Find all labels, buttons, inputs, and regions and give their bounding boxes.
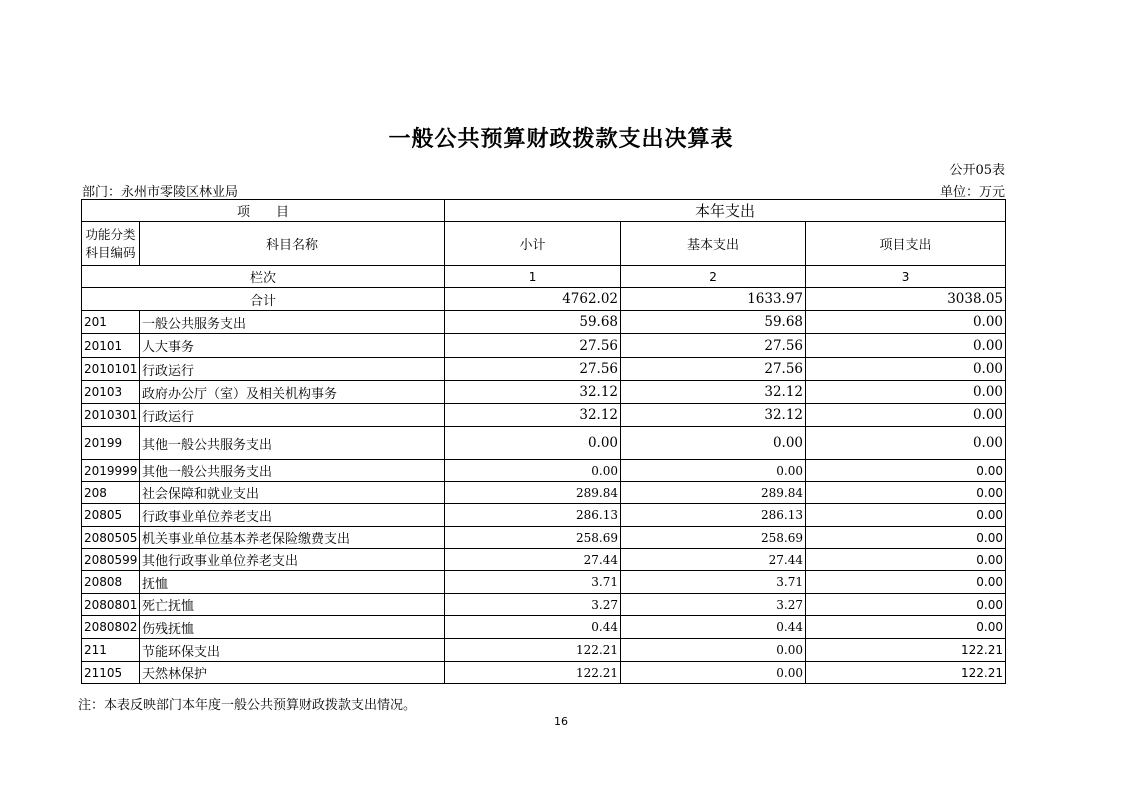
department-label: 部门：永州市零陵区林业局 <box>82 185 239 200</box>
row-basic: 289.84 <box>621 482 806 504</box>
col-1: 1 <box>445 266 621 288</box>
row-basic: 0.00 <box>621 460 806 482</box>
row-basic: 3.27 <box>621 594 806 616</box>
table-row <box>82 358 1006 381</box>
header-current-year: 本年支出 <box>445 200 1006 222</box>
row-project: 0.00 <box>806 482 1006 504</box>
row-basic: 27.56 <box>621 358 806 381</box>
row-code: 20103 <box>82 381 140 404</box>
row-subtotal: 27.44 <box>445 549 621 571</box>
row-project: 0.00 <box>806 504 1006 527</box>
row-subtotal: 122.21 <box>445 639 621 662</box>
total-row <box>82 288 1006 311</box>
row-code: 2010301 <box>82 404 140 427</box>
row-basic: 0.00 <box>621 427 806 460</box>
row-subtotal: 286.13 <box>445 504 621 527</box>
table-row <box>82 311 1006 334</box>
row-subtotal: 0.00 <box>445 427 621 460</box>
table-row <box>82 616 1006 639</box>
row-code: 2080505 <box>82 527 140 549</box>
row-subtotal: 3.71 <box>445 571 621 594</box>
table-row <box>82 427 1006 460</box>
table-row <box>82 404 1006 427</box>
table-row <box>82 460 1006 482</box>
row-basic: 0.00 <box>621 639 806 662</box>
row-project: 122.21 <box>806 639 1006 662</box>
row-basic: 32.12 <box>621 404 806 427</box>
row-code: 20101 <box>82 334 140 358</box>
table-note: 注：本表反映部门本年度一般公共预算财政拨款支出情况。 <box>78 698 417 713</box>
row-code: 2010101 <box>82 358 140 381</box>
page-number: 16 <box>554 715 568 728</box>
col-label: 栏次 <box>82 266 445 288</box>
row-project: 0.00 <box>806 460 1006 482</box>
row-name: 抚恤 <box>140 571 445 594</box>
row-basic: 0.00 <box>621 662 806 684</box>
row-project: 0.00 <box>806 381 1006 404</box>
header-func-code: 功能分类科目编码 <box>82 222 140 266</box>
row-code: 21105 <box>82 662 140 684</box>
row-code: 211 <box>82 639 140 662</box>
row-code: 201 <box>82 311 140 334</box>
table-row <box>82 334 1006 358</box>
row-name: 其他一般公共服务支出 <box>140 427 445 460</box>
table-row <box>82 549 1006 571</box>
row-name: 行政事业单位养老支出 <box>140 504 445 527</box>
row-name: 社会保障和就业支出 <box>140 482 445 504</box>
row-name: 一般公共服务支出 <box>140 311 445 334</box>
row-basic: 27.56 <box>621 334 806 358</box>
row-basic: 258.69 <box>621 527 806 549</box>
table-row <box>82 639 1006 662</box>
table-row <box>82 504 1006 527</box>
col-3: 3 <box>806 266 1006 288</box>
form-number: 公开05表 <box>949 163 1005 178</box>
row-code: 20805 <box>82 504 140 527</box>
row-project: 0.00 <box>806 571 1006 594</box>
row-basic: 0.44 <box>621 616 806 639</box>
row-name: 其他一般公共服务支出 <box>140 460 445 482</box>
row-project: 0.00 <box>806 527 1006 549</box>
row-code: 20199 <box>82 427 140 460</box>
row-project: 0.00 <box>806 358 1006 381</box>
row-basic: 3.71 <box>621 571 806 594</box>
row-subtotal: 27.56 <box>445 358 621 381</box>
row-project: 0.00 <box>806 594 1006 616</box>
header-subject-name: 科目名称 <box>140 222 445 266</box>
report-title: 一般公共预算财政拨款支出决算表 <box>388 126 734 152</box>
row-name: 死亡抚恤 <box>140 594 445 616</box>
expenditure-table <box>81 199 1006 684</box>
header-basic: 基本支出 <box>621 222 806 266</box>
row-code: 20808 <box>82 571 140 594</box>
row-subtotal: 289.84 <box>445 482 621 504</box>
row-name: 行政运行 <box>140 404 445 427</box>
total-basic: 1633.97 <box>621 288 806 311</box>
row-basic: 27.44 <box>621 549 806 571</box>
row-name: 政府办公厅（室）及相关机构事务 <box>140 381 445 404</box>
table-row <box>82 662 1006 684</box>
row-name: 其他行政事业单位养老支出 <box>140 549 445 571</box>
table-row <box>82 381 1006 404</box>
table-row <box>82 571 1006 594</box>
row-code: 2019999 <box>82 460 140 482</box>
row-name: 人大事务 <box>140 334 445 358</box>
row-project: 0.00 <box>806 311 1006 334</box>
table-row <box>82 594 1006 616</box>
row-code: 208 <box>82 482 140 504</box>
row-subtotal: 258.69 <box>445 527 621 549</box>
row-name: 天然林保护 <box>140 662 445 684</box>
row-basic: 286.13 <box>621 504 806 527</box>
row-basic: 32.12 <box>621 381 806 404</box>
row-project: 0.00 <box>806 549 1006 571</box>
row-code: 2080599 <box>82 549 140 571</box>
row-subtotal: 59.68 <box>445 311 621 334</box>
row-subtotal: 32.12 <box>445 381 621 404</box>
row-subtotal: 0.44 <box>445 616 621 639</box>
row-project: 0.00 <box>806 427 1006 460</box>
header-project: 项 目 <box>82 200 445 222</box>
row-name: 伤残抚恤 <box>140 616 445 639</box>
header-row-1 <box>82 200 1006 222</box>
header-row-2 <box>82 222 1006 266</box>
table-row <box>82 527 1006 549</box>
row-subtotal: 27.56 <box>445 334 621 358</box>
row-project: 122.21 <box>806 662 1006 684</box>
total-subtotal: 4762.02 <box>445 288 621 311</box>
row-subtotal: 0.00 <box>445 460 621 482</box>
header-subtotal: 小计 <box>445 222 621 266</box>
row-subtotal: 32.12 <box>445 404 621 427</box>
header-project-exp: 项目支出 <box>806 222 1006 266</box>
table-row <box>82 482 1006 504</box>
row-code: 2080801 <box>82 594 140 616</box>
row-project: 0.00 <box>806 616 1006 639</box>
row-project: 0.00 <box>806 404 1006 427</box>
row-name: 机关事业单位基本养老保险缴费支出 <box>140 527 445 549</box>
unit-label: 单位：万元 <box>939 185 1005 200</box>
row-project: 0.00 <box>806 334 1006 358</box>
row-subtotal: 3.27 <box>445 594 621 616</box>
row-name: 节能环保支出 <box>140 639 445 662</box>
row-subtotal: 122.21 <box>445 662 621 684</box>
row-code: 2080802 <box>82 616 140 639</box>
col-2: 2 <box>621 266 806 288</box>
column-number-row <box>82 266 1006 288</box>
total-project: 3038.05 <box>806 288 1006 311</box>
total-label: 合计 <box>82 288 445 311</box>
row-name: 行政运行 <box>140 358 445 381</box>
row-basic: 59.68 <box>621 311 806 334</box>
